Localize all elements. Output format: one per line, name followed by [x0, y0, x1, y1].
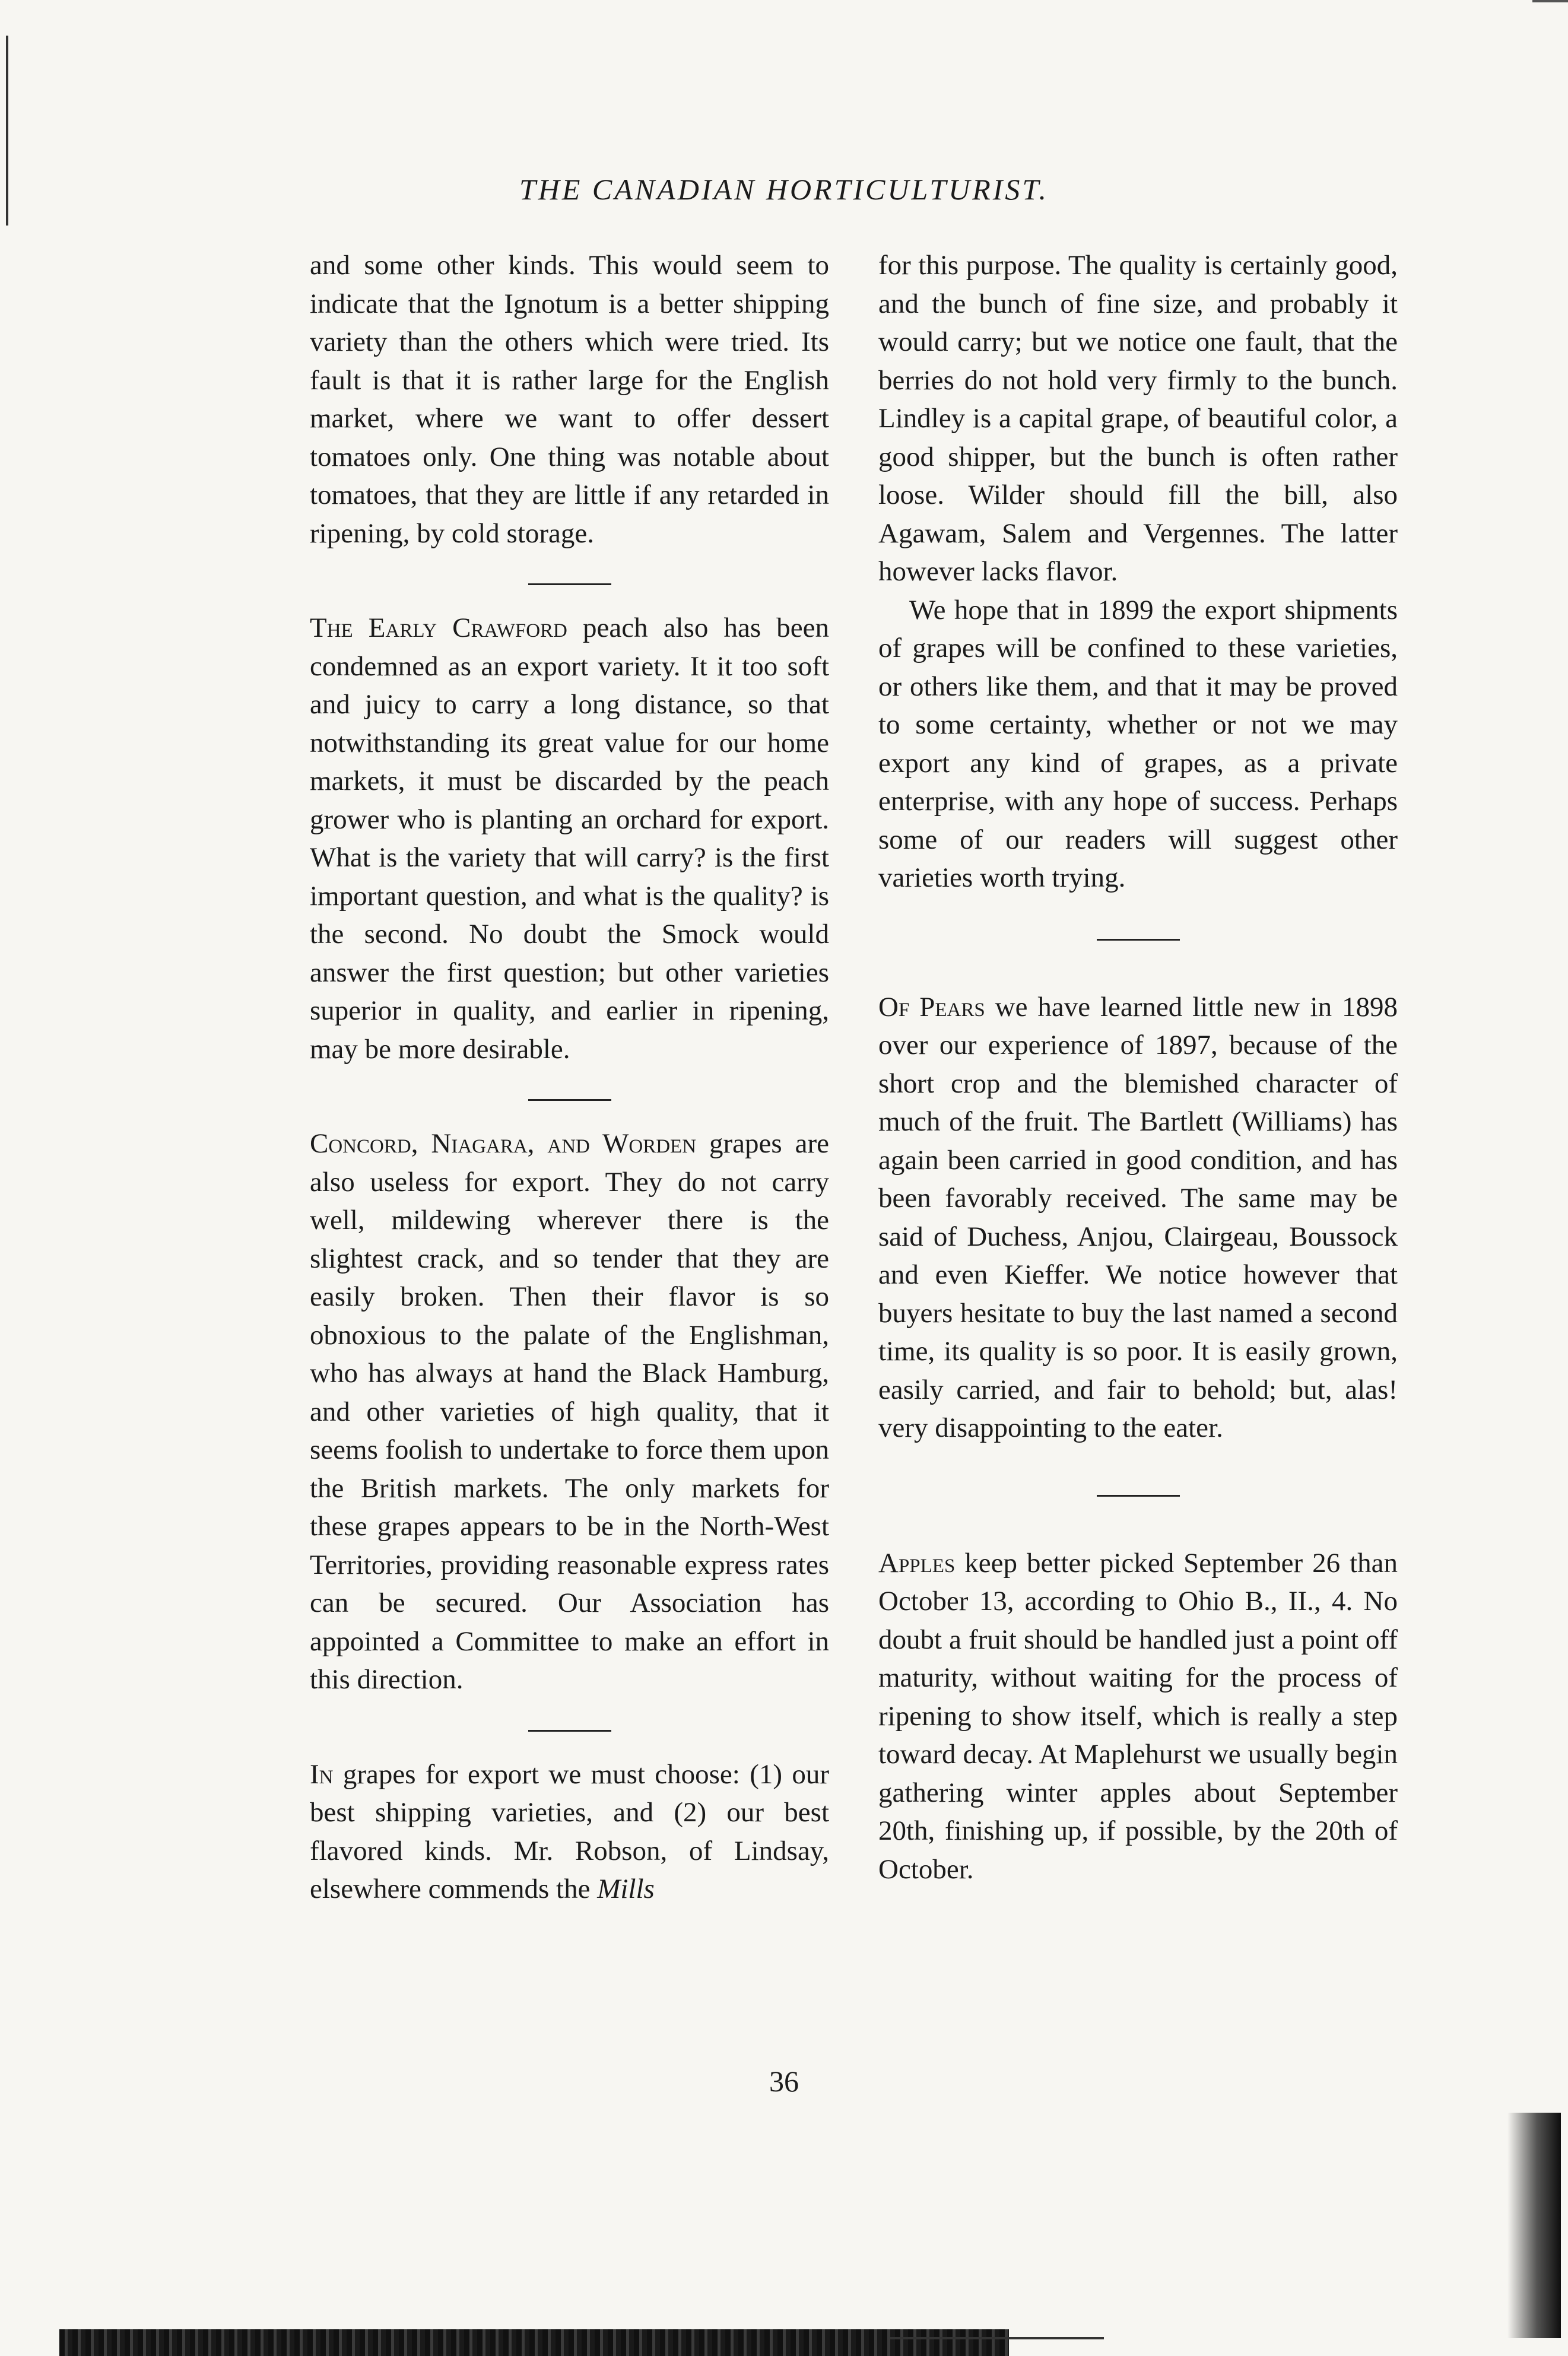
lead-apples: Apples [878, 1547, 956, 1579]
right-column [878, 246, 1398, 1888]
lead-in: In [310, 1758, 334, 1790]
body-concord-niagara-worden: grapes are also useless for export. They do not carry well, mildewing wherever there is the slightest crack, and so tender that they are easily broken. Then their flavor is so obnoxious to the palate of the Englishman, who has always at hand the Black Hamburg, and other varieties of high quality, that it seems foolish to undertake to force them upon the British markets. The only markets for these grapes appears to be in the North-West Territories, providing reasonable express rates can be secured. Our Association has appointed a Committee to make an effort in this direction. [310, 1128, 829, 1695]
section-rule [1097, 1495, 1180, 1497]
paragraph-pears [878, 988, 1398, 1447]
lead-of-pears: Of Pears [878, 991, 985, 1023]
section-rule [528, 1730, 611, 1732]
paragraph-early-crawford [310, 609, 829, 1068]
section-rule [528, 583, 611, 585]
scan-corner-mark [1532, 0, 1568, 2]
paragraph-export-1899: We hope that in 1899 the export shipments of grapes will be confined to these varieties, or others like them, and that it may be proved to some certainty, whether or not we may export any kind of grapes, as a private enterprise, with any hope of success. Perhaps some of our readers will suggest other varieties worth trying. [878, 594, 1398, 893]
scan-bottom-line [890, 2337, 1104, 2339]
page-number: 36 [769, 2065, 799, 2098]
body-apples: keep better picked September 26 than October 13, according to Ohio B., II., 4. No doubt a fruit should be handled just a point off maturity, without waiting for the process of ripening to show itself, which is really a step toward decay. At Maplehurst we usually begin gathering winter apples about September 20th, finishing up, if possible, by the 20th of October. [878, 1547, 1398, 1885]
lead-early-crawford: The Early Crawford [310, 612, 567, 643]
scan-edge-shadow [1507, 2113, 1561, 2338]
paragraph-apples [878, 1544, 1398, 1889]
paragraph-concord-niagara-worden [310, 1125, 829, 1699]
body-pears: we have learned little new in 1898 over our experience of 1897, because of the short crop and the blemished character of much of the fruit. The Bartlett (Williams) has again been carried in good condition, and has been favorably received. The same may be said of Duchess, Anjou, Clairgeau, Boussock and even Kieffer. We notice however that buyers hesitate to buy the last named a second time, its quality is so poor. It is easily grown, easily carried, and fair to behold; but, alas! very disappointing to the eater. [878, 991, 1398, 1443]
running-head: THE CANADIAN HORTICULTURIST. [519, 173, 1049, 206]
italic-mills: Mills [597, 1874, 655, 1904]
section-rule [528, 1099, 611, 1101]
left-column [310, 246, 829, 1909]
paragraph-grapes-for-export [310, 1755, 829, 1909]
scan-bottom-band [59, 2329, 1009, 2356]
section-rule [1097, 939, 1180, 941]
body-grapes-for-export: grapes for export we must choose: (1) our best shipping varieties, and (2) our best flavored kinds. Mr. Robson, of Lindsay, elsewhere commends the [310, 1758, 829, 1904]
paragraph-tomatoes: and some other kinds. This would seem to indicate that the Ignotum is a better shipping variety than the others which were tried. Its fault is that it is rather large for the English market, where we want to offer dessert tomatoes only. One thing was notable about tomatoes, that they are little if any retarded in ripening, by cold storage. [310, 250, 829, 549]
body-early-crawford: peach also has been condemned as an export variety. It it too soft and juicy to carry a long distance, so that notwithstanding its great value for our home markets, it must be discarded by the peach grower who is planting an orchard for export. What is the variety that will carry? is the first important question, and what is the quality? is the second. No doubt the Smock would answer the first question; but other varieties superior in quality, and earlier in ripening, may be more desirable. [310, 612, 829, 1065]
paragraph-quality-lindley: for this purpose. The quality is certainly good, and the bunch of fine size, and probably it would carry; but we notice one fault, that the berries do not hold very firmly to the bunch. Lindley is a capital grape, of beautiful color, a good shipper, but the bunch is often rather loose. Wilder should fill the bill, also Agawam, Salem and Vergennes. The latter however lacks flavor. [878, 250, 1398, 587]
lead-concord-niagara-worden: Concord, Niagara, and Worden [310, 1128, 697, 1159]
